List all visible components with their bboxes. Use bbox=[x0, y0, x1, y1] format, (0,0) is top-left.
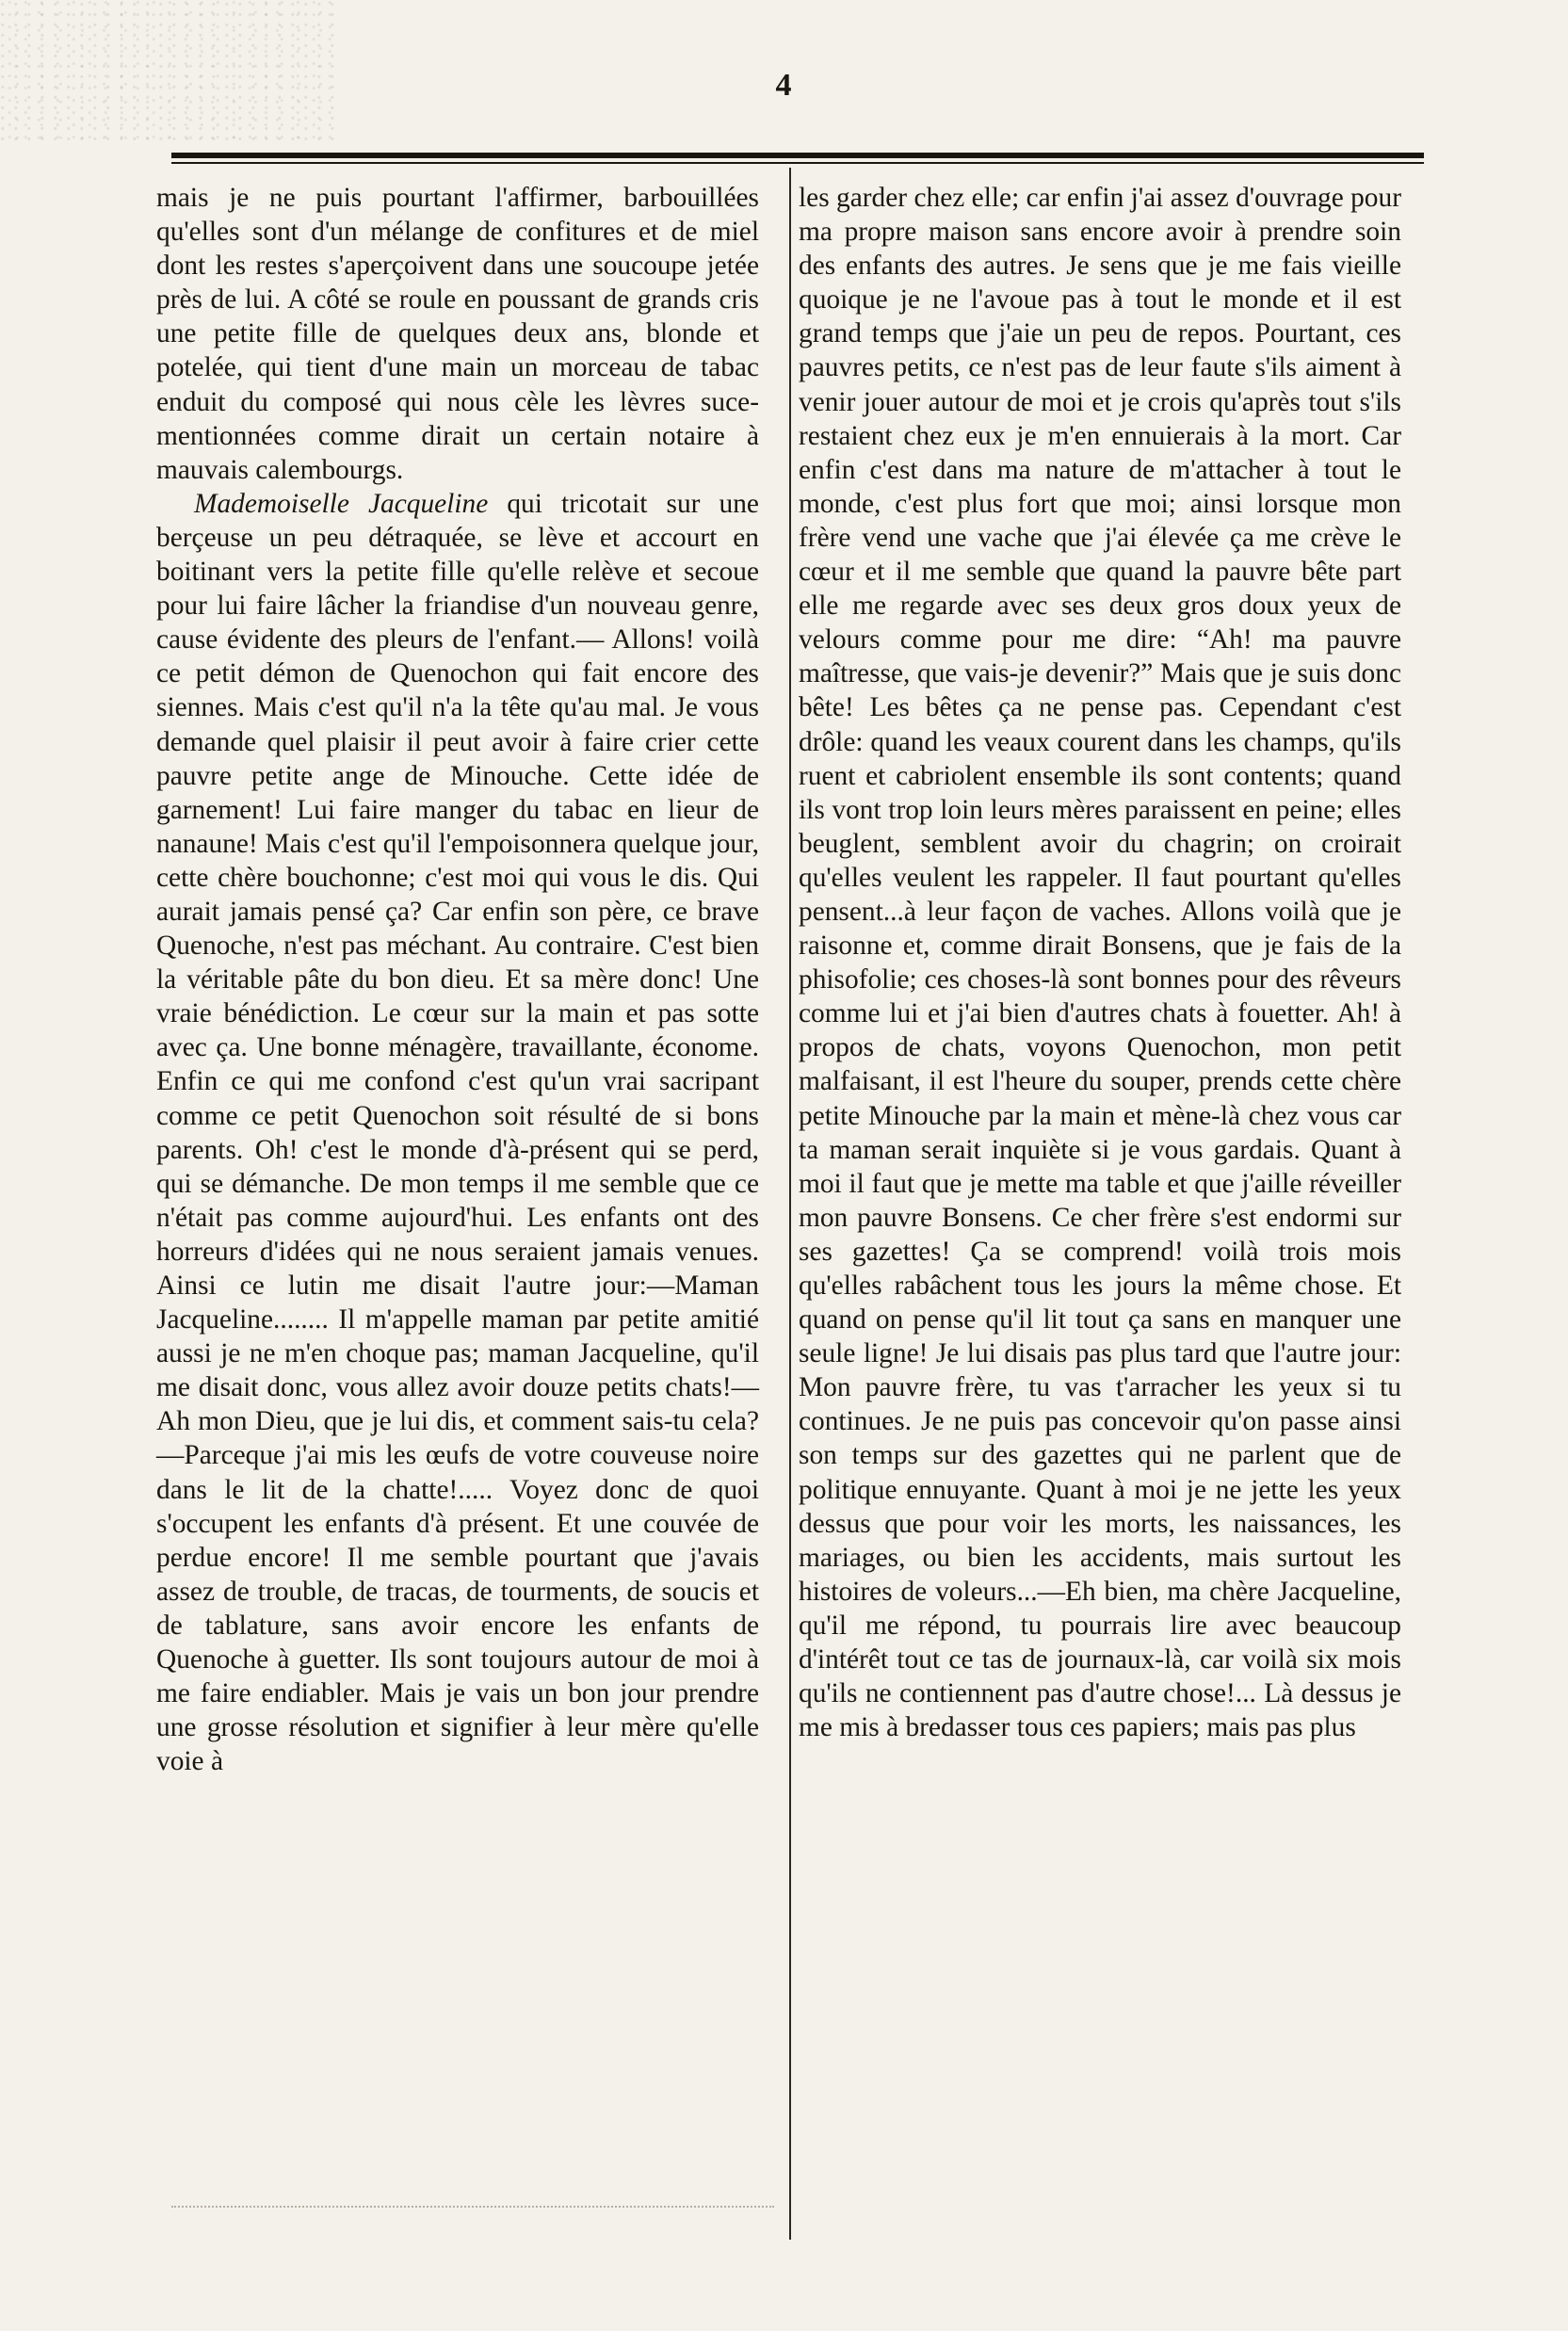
header-rule-thin bbox=[171, 162, 1424, 164]
left-paragraph-1: mais je ne puis pourtant l'affirmer, barbouillées qu'elles sont d'un mélange de confitures et de miel dont les restes s'aperçoivent dans une soucoupe jetée près de lui. A côté se roule en poussant de grands cris une petite fille de quelques deux ans, blonde et potelée, qui tient d'une main un morceau de tabac enduit du composé qui nous cèle les lèvres suce-mentionnées comme dirait un certain notaire à mauvais calembourgs. bbox=[156, 183, 759, 485]
page-number: 4 bbox=[775, 68, 793, 103]
left-column bbox=[156, 181, 759, 1778]
footer-print-noise bbox=[171, 2206, 774, 2223]
italic-name: Mademoiselle Jacqueline bbox=[194, 488, 489, 519]
header-rule-thick bbox=[171, 153, 1424, 158]
left-paragraph-2 bbox=[156, 487, 759, 1779]
column-divider bbox=[789, 168, 791, 2240]
left-paragraph-2-body: qui tricotait sur une berçeuse un peu détraquée, se lève et accourt en boitinant vers la petite fille qu'elle relève et secoue pour lui faire lâcher la friandise d'un nouveau genre, cause évidente des pleurs de l'enfant.— Allons! voilà ce petit démon de Quenochon qui fait encore des siennes. Mais c'est qu'il n'a la tête qu'au mal. Je vous demande quel plaisir il peut avoir à faire crier cette pauvre petite ange de Minouche. Cette idée de garnement! Lui faire manger du tabac en lieur de nanaune! Mais c'est qu'il l'empoisonnera quelque jour, cette chère bouchonne; c'est moi qui vous le dis. Qui aurait jamais pensé ça? Car enfin son père, ce brave Quenoche, n'est pas méchant. Au contraire. C'est bien la véritable pâte du bon dieu. Et sa mère donc! Une vraie bénédiction. Le cœur sur la main et pas sotte avec ça. Une bonne ménagère, travaillante, économe. Enfin ce qui me confond c'est qu'un vrai sacripant comme ce petit Quenochon soit résulté de si bons parents. Oh! c'est le monde d'à-présent qui se perd, qui se démanche. De mon temps il me semble que ce n'était pas comme aujourd'hui. Les enfants ont des horreurs d'idées qui ne nous seraient jamais venues. Ainsi ce lutin me disait l'autre jour:—Maman Jacqueline........ Il m'appelle maman par petite amitié aussi je ne m'en choque pas; maman Jacqueline, qu'il me disait donc, vous allez avoir douze petits chats!—Ah mon Dieu, que je lui dis, et comment sais-tu cela?—Parceque j'ai mis les œufs de votre couveuse noire dans le lit de la chatte!..... Voyez donc de quoi s'occupent les enfants d'à présent. Et une couvée de perdue encore! Il me semble pourtant que j'avais assez de trouble, de tracas, de tourments, de soucis et de tablature, sans avoir encore les enfants de Quenoche à guetter. Ils sont toujours autour de moi à me faire endiabler. Mais je vais un bon jour prendre une grosse résolution et signifier à leur mère qu'elle voie à bbox=[156, 488, 759, 1777]
right-column bbox=[799, 181, 1401, 1744]
right-paragraph-1: les garder chez elle; car enfin j'ai assez d'ouvrage pour ma propre maison sans encore avoir à prendre soin des enfants des autres. Je sens que je me fais vieille quoique je ne l'avoue pas à tout le monde et il est grand temps que j'aie un peu de repos. Pourtant, ces pauvres petits, ce n'est pas de leur faute s'ils aiment à venir jouer autour de moi et je crois qu'après tout s'ils restaient chez eux je m'en ennuierais à la mort. Car enfin c'est dans ma nature de m'attacher à tout le monde, c'est plus fort que moi; ainsi lorsque mon frère vend une vache que j'ai élevée ça me crève le cœur et il me semble que quand la pauvre bête part elle me regarde avec ses deux gros doux yeux de velours comme pour me dire: “Ah! ma pauvre maîtresse, que vais-je devenir?” Mais que je suis donc bête! Les bêtes ça ne pense pas. Cependant c'est drôle: quand les veaux courent dans les champs, qu'ils ruent et cabriolent ensemble ils sont contents; quand ils vont trop loin leurs mères paraissent en peine; elles beuglent, semblent avoir du chagrin; on croirait qu'elles veulent les rappeler. Il faut pourtant qu'elles pensent...à leur façon de vaches. Allons voilà que je raisonne et, comme dirait Bonsens, que je fais de la phisofolie; ces choses-là sont bonnes pour des rêveurs comme lui et j'ai bien d'autres chats à fouetter. Ah! à propos de chats, voyons Quenochon, mon petit malfaisant, il est l'heure du souper, prends cette chère petite Minouche par la main et mène-là chez vous car ta maman serait inquiète si je vous gardais. Quant à moi il faut que je mette ma table et que j'aille réveiller mon pauvre Bonsens. Ce cher frère s'est endormi sur ses gazettes! Ça se comprend! voilà trois mois qu'elles rabâchent tous les jours la même chose. Et quand on pense qu'il lit tout ça sans en manquer une seule ligne! Je lui disais pas plus tard que l'autre jour: Mon pauvre frère, tu vas t'arracher les yeux si tu continues. Je ne puis pas concevoir qu'on passe ainsi son temps sur des gazettes qui ne parlent que de politique ennuyante. Quant à moi je ne jette les yeux dessus que pour voir les morts, les naissances, les mariages, ou bien les accidents, mais surtout les histoires de voleurs...—Eh bien, ma chère Jacqueline, qu'il me répond, tu pourrais lire avec beaucoup d'intérêt tout ce tas de journaux-là, car voilà six mois qu'ils ne contiennent pas d'autre chose!... Là dessus je me mis à bredasser tous ces papiers; mais pas plus bbox=[799, 183, 1401, 1743]
